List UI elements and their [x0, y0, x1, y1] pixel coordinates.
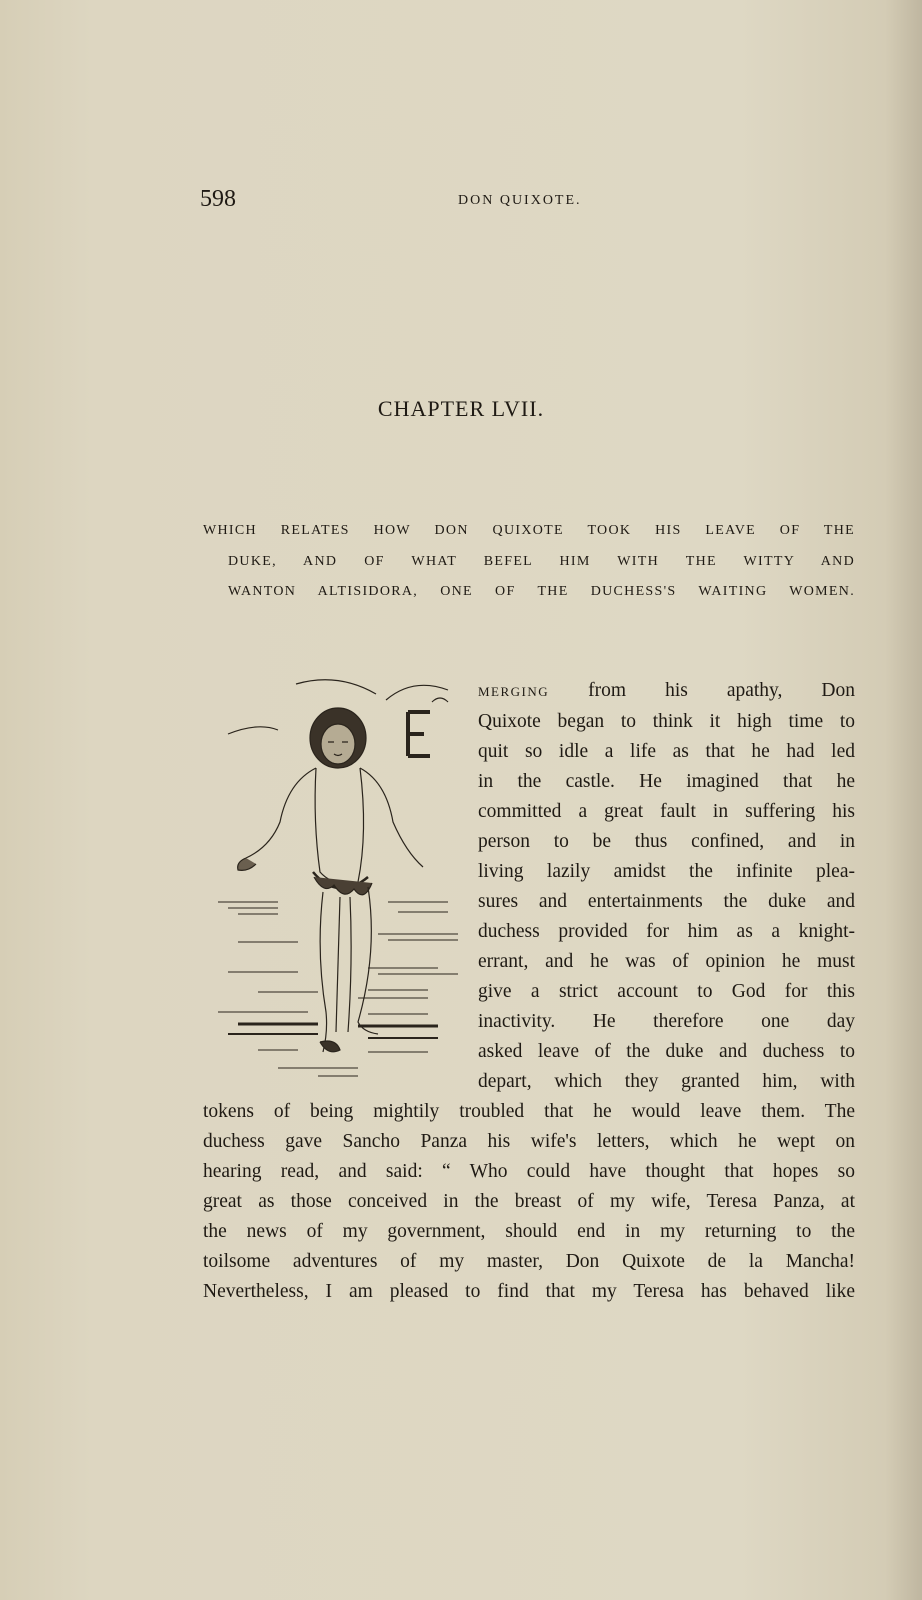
- summary-line: WHICH RELATES HOW DON QUIXOTE TOOK HIS LEAVE OF THE: [203, 523, 855, 538]
- text-line: duchess gave Sancho Panza his wife's letters, which he wept on: [203, 1131, 855, 1152]
- text-line: the news of my government, should end in my returning to the: [203, 1221, 855, 1242]
- text-line: asked leave of the duke and duchess to: [478, 1041, 855, 1062]
- text-line: inactivity. He therefore one day: [478, 1011, 855, 1032]
- text-line: person to be thus confined, and in: [478, 831, 855, 852]
- running-head: [200, 186, 840, 216]
- text-line: living lazily amidst the infinite plea-: [478, 861, 855, 882]
- body-text: [203, 676, 855, 1307]
- text-line: Nevertheless, I am pleased to find that my Teresa has behaved like: [203, 1281, 855, 1302]
- text-line: errant, and he was of opinion he must: [478, 951, 855, 972]
- text-line: toilsome adventures of my master, Don Quixote de la Mancha!: [203, 1251, 855, 1272]
- text-line: committed a great fault in suffering his: [478, 801, 855, 822]
- summary-line: DUKE, AND OF WHAT BEFEL HIM WITH THE WITTY AND: [228, 553, 855, 569]
- text-line: quit so idle a life as that he had led: [478, 741, 855, 762]
- summary-line: WANTON ALTISIDORA, ONE OF THE DUCHESS'S WAITING WOMEN.: [228, 584, 855, 599]
- text-line: great as those conceived in the breast of my wife, Teresa Panza, at: [203, 1191, 855, 1212]
- chapter-summary: [203, 516, 855, 608]
- text-line: tokens of being mightily troubled that he would leave them. The: [203, 1101, 855, 1122]
- text-line: depart, which they granted him, with: [478, 1071, 855, 1092]
- text-line: sures and entertainments the duke and: [478, 891, 855, 912]
- text-line: hearing read, and said: “ Who could have thought that hopes so: [203, 1161, 855, 1182]
- page-number: 598: [200, 186, 236, 212]
- running-title: DON QUIXOTE.: [458, 193, 582, 208]
- text-line: MERGING from his apathy, Don: [478, 680, 855, 701]
- text-line: give a strict account to God for this: [478, 981, 855, 1002]
- chapter-title: CHAPTER LVII.: [377, 396, 545, 421]
- text-line: in the castle. He imagined that he: [478, 771, 855, 792]
- text-line: Quixote began to think it high time to: [478, 711, 855, 732]
- text-line: duchess provided for him as a knight-: [478, 921, 855, 942]
- dropcap-word: MERGING: [478, 684, 550, 699]
